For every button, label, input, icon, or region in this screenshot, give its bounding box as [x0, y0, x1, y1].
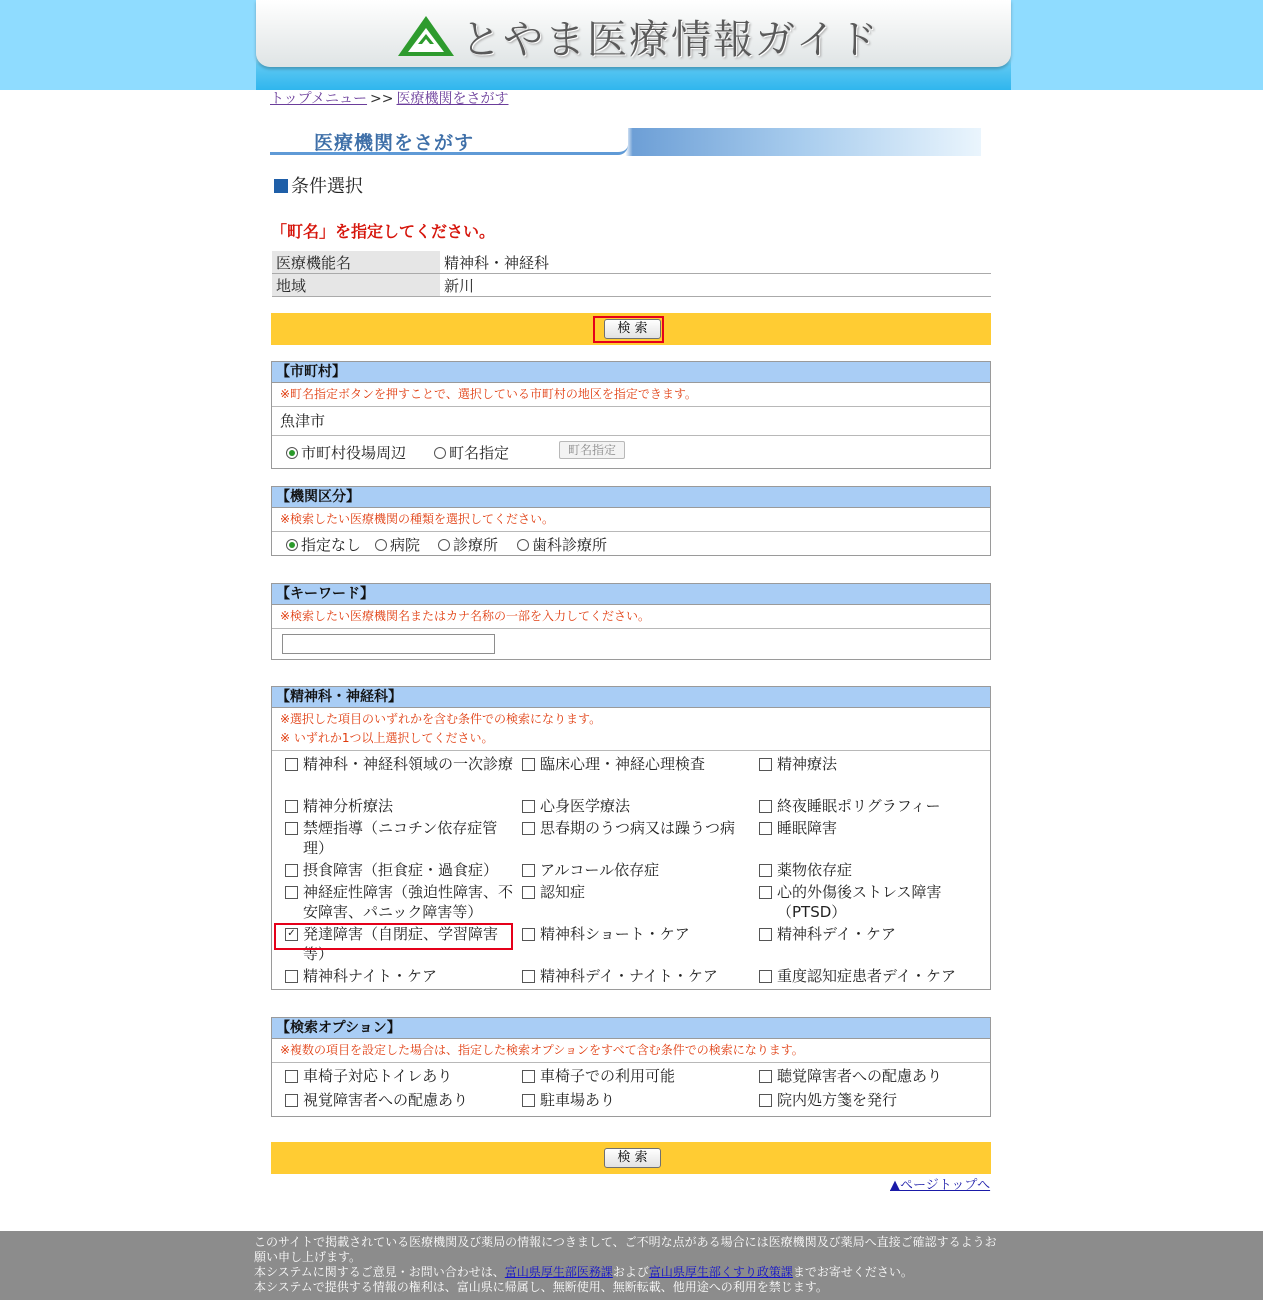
page-heading [270, 128, 981, 156]
checkbox-ptsd[interactable] [759, 882, 984, 922]
checkbox-dementia-day-care[interactable] [759, 966, 984, 986]
radio-unchecked-icon [517, 539, 529, 551]
header-band [0, 0, 1263, 90]
note-line: ※選択した項目のいずれかを含む条件での検索になります。 [280, 712, 602, 726]
section-title-text: 条件選択 [291, 176, 363, 197]
checkbox-psychosomatic[interactable] [522, 796, 747, 816]
checkbox-label: 聴覚障害者への配慮あり [777, 1067, 943, 1085]
checkbox-day-care[interactable] [759, 924, 984, 944]
institution-option-row [272, 532, 990, 555]
footer-line: このサイトで掲載されている医療機関及び薬局の情報につきまして、ご不明な点がある場合には医療機関及び薬局へ直接ご確認するようお願い申し上げます。 [254, 1235, 997, 1264]
section-note: ※複数の項目を設定した場合は、指定した検索オプションをすべて含む条件での検索になります。 [272, 1039, 990, 1063]
checkbox-visual-support[interactable] [285, 1090, 515, 1110]
footer-text-fragment: および [612, 1265, 649, 1279]
condition-summary-table [272, 251, 991, 297]
checkbox-in-house-prescription[interactable] [759, 1090, 984, 1110]
checkbox-icon [285, 758, 298, 771]
checkbox-icon [522, 1070, 535, 1083]
note-line: ※ いずれか1つ以上選択してください。 [280, 731, 494, 745]
header-plate [256, 0, 1011, 67]
checkbox-label: 重度認知症患者デイ・ケア [777, 967, 956, 985]
checkbox-label: 車椅子対応トイレあり [303, 1067, 453, 1085]
checkbox-label: 車椅子での利用可能 [540, 1067, 676, 1085]
psychiatry-checkbox-grid [272, 751, 990, 989]
radio-checked-icon [286, 447, 298, 459]
search-button-top[interactable]: 検 索 [604, 319, 661, 339]
city-row [272, 407, 990, 436]
search-bar-bottom [271, 1142, 991, 1174]
checkbox-label: 摂食障害（拒食症・過食症） [303, 861, 499, 879]
checkbox-label: 院内処方箋を発行 [777, 1091, 898, 1109]
checkbox-icon [522, 864, 535, 877]
checkbox-icon [522, 970, 535, 983]
table-row [272, 274, 991, 297]
keyword-section [271, 583, 991, 660]
breadcrumb-home-link[interactable]: トップメニュー [270, 91, 368, 107]
checkbox-icon [522, 1094, 535, 1107]
options-checkbox-grid [272, 1063, 990, 1116]
checkbox-short-care[interactable] [522, 924, 747, 944]
section-header: 【機関区分】 [272, 487, 990, 508]
checkbox-icon [759, 1070, 772, 1083]
radio-town-name[interactable] [434, 442, 509, 463]
checkbox-icon [285, 800, 298, 813]
page-top-link[interactable]: ▲ページトップへ [890, 1178, 991, 1193]
checkbox-neurotic-disorder[interactable] [285, 882, 515, 922]
checkbox-label: 精神科ショート・ケア [540, 925, 690, 943]
footer-text-fragment: までお寄せください。 [792, 1265, 913, 1279]
checkbox-label: 精神科デイ・ナイト・ケア [540, 967, 718, 985]
breadcrumb-current-link[interactable]: 医療機関をさがす [396, 91, 509, 107]
summary-value: 新川 [440, 274, 991, 297]
checkbox-checked-icon: ✓ [285, 928, 298, 941]
radio-label: 町名指定 [449, 444, 510, 462]
checkbox-label: 終夜睡眠ポリグラフィー [777, 797, 941, 815]
checkbox-label: アルコール依存症 [540, 861, 660, 879]
error-message: 「町名」を指定してください。 [271, 222, 496, 241]
radio-label: 診療所 [453, 536, 499, 554]
keyword-row [272, 629, 990, 659]
checkbox-label: 発達障害（自閉症、学習障害等） [303, 925, 499, 963]
checkbox-hearing-support[interactable] [759, 1066, 984, 1086]
checkbox-icon [285, 1070, 298, 1083]
pharma-policy-link[interactable]: 富山県厚生部くすり政策課 [648, 1265, 793, 1279]
checkbox-label: 心身医学療法 [540, 797, 631, 815]
section-header: 【検索オプション】 [272, 1018, 990, 1039]
section-note: ※町名指定ボタンを押すことで、選択している市町村の地区を指定できます。 [272, 383, 990, 407]
page-heading-tab [270, 128, 628, 155]
summary-value: 精神科・神経科 [440, 251, 991, 274]
checkbox-drug-dependence[interactable] [759, 860, 984, 880]
keyword-input[interactable] [282, 634, 495, 654]
highlight-box [274, 923, 513, 950]
checkbox-clinical-psych[interactable] [522, 754, 747, 774]
checkbox-polysomnography[interactable] [759, 796, 984, 816]
radio-clinic[interactable] [438, 534, 498, 555]
radio-label: 病院 [390, 536, 421, 554]
footer [0, 1231, 1263, 1300]
checkbox-label: 精神分析療法 [303, 797, 394, 815]
checkbox-night-care[interactable] [285, 966, 515, 986]
radio-none[interactable] [286, 534, 361, 555]
area-option-row [272, 436, 990, 468]
checkbox-label: 精神科ナイト・ケア [303, 967, 437, 985]
checkbox-label: 臨床心理・神経心理検査 [540, 755, 706, 773]
breadcrumb [270, 88, 509, 108]
radio-checked-icon [286, 539, 298, 551]
checkbox-icon [285, 1094, 298, 1107]
checkbox-wheelchair-access[interactable] [522, 1066, 747, 1086]
section-header: 【精神科・神経科】 [272, 687, 990, 708]
radio-hospital[interactable] [375, 534, 420, 555]
checkbox-icon [759, 864, 772, 877]
footer-text [254, 1235, 1004, 1295]
checkbox-icon [759, 758, 772, 771]
page-title: 医療機関をさがす [314, 132, 475, 154]
checkbox-adolescent-depression[interactable] [522, 818, 747, 838]
checkbox-icon [759, 800, 772, 813]
section-note: ※検索したい医療機関の種類を選択してください。 [272, 508, 990, 532]
checkbox-icon [285, 864, 298, 877]
radio-label: 市町村役場周辺 [301, 444, 407, 462]
search-bar-top [271, 313, 991, 345]
footer-line: 本システムで提供する情報の権利は、富山県に帰属し、無断使用、無断転載、他用途への利用を禁じます。 [254, 1280, 828, 1294]
municipality-section [271, 361, 991, 469]
checkbox-icon [285, 970, 298, 983]
section-title [274, 172, 363, 198]
checkbox-sleep-disorder[interactable] [759, 818, 984, 838]
psychiatry-section [271, 686, 991, 990]
checkbox-day-night-care[interactable] [522, 966, 747, 986]
radio-unchecked-icon [375, 539, 387, 551]
table-row [272, 251, 991, 274]
footer-line [254, 1265, 1004, 1280]
checkbox-icon [522, 758, 535, 771]
checkbox-smoking-cessation[interactable] [285, 818, 515, 858]
checkbox-label: 精神科・神経科領域の一次診療 [303, 755, 514, 773]
checkbox-wheelchair-toilet[interactable] [285, 1066, 515, 1086]
section-note: ※検索したい医療機関名またはカナ名称の一部を入力してください。 [272, 605, 990, 629]
search-button-bottom[interactable]: 検 索 [604, 1148, 661, 1168]
checkbox-icon [522, 822, 535, 835]
medical-affairs-link[interactable]: 富山県厚生部医務課 [504, 1265, 613, 1279]
checkbox-label: 神経症性障害（強迫性障害、不安障害、パニック障害等） [303, 883, 514, 921]
checkbox-label: 精神療法 [777, 755, 838, 773]
town-select-button[interactable]: 町名指定 [559, 441, 625, 459]
checkbox-label: 視覚障害者への配慮あり [303, 1091, 469, 1109]
highlight-box [593, 316, 664, 343]
checkbox-primary-care[interactable] [285, 754, 515, 774]
checkbox-label: 禁煙指導（ニコチン依存症管理） [303, 819, 498, 857]
search-options-section [271, 1017, 991, 1117]
checkbox-label: 薬物依存症 [777, 861, 853, 879]
checkbox-icon [759, 1094, 772, 1107]
checkbox-label: 駐車場あり [540, 1091, 616, 1109]
checkbox-icon [522, 928, 535, 941]
checkbox-parking[interactable] [522, 1090, 747, 1110]
square-bullet-icon [274, 179, 288, 193]
radio-label: 歯科診療所 [532, 536, 608, 554]
checkbox-psychotherapy[interactable] [759, 754, 984, 774]
checkbox-icon [759, 886, 772, 899]
section-header: 【キーワード】 [272, 584, 990, 605]
checkbox-icon [285, 822, 298, 835]
section-header: 【市町村】 [272, 362, 990, 383]
checkbox-dementia[interactable] [522, 882, 747, 902]
checkbox-icon [759, 822, 772, 835]
checkbox-icon [285, 886, 298, 899]
checkbox-icon [522, 800, 535, 813]
checkbox-eating-disorder[interactable] [285, 860, 515, 880]
radio-unchecked-icon [434, 447, 446, 459]
radio-dental[interactable] [517, 534, 607, 555]
checkbox-label: 思春期のうつ病又は躁うつ病 [540, 819, 736, 837]
checkbox-label: 心的外傷後ストレス障害（PTSD） [777, 883, 942, 921]
radio-city-office[interactable] [286, 442, 406, 463]
radio-unchecked-icon [438, 539, 450, 551]
section-note [272, 708, 990, 751]
checkbox-psychoanalysis[interactable] [285, 796, 515, 816]
breadcrumb-separator: >> [370, 91, 394, 107]
checkbox-label: 認知症 [540, 883, 586, 901]
mountain-logo-icon [396, 14, 456, 58]
radio-label: 指定なし [301, 536, 362, 554]
checkbox-icon [759, 928, 772, 941]
footer-text-fragment: 本システムに関するご意見・お問い合わせは、 [254, 1265, 505, 1279]
checkbox-label: 精神科デイ・ケア [777, 925, 896, 943]
city-name: 魚津市 [280, 412, 326, 430]
checkbox-icon [522, 886, 535, 899]
checkbox-label: 睡眠障害 [777, 819, 838, 837]
site-title: とやま医療情報ガイド [461, 17, 880, 63]
checkbox-alcohol[interactable] [522, 860, 747, 880]
summary-key: 地域 [272, 274, 440, 297]
summary-key: 医療機能名 [272, 251, 440, 274]
institution-section [271, 486, 991, 556]
header-banner [256, 0, 1011, 90]
checkbox-icon [759, 970, 772, 983]
